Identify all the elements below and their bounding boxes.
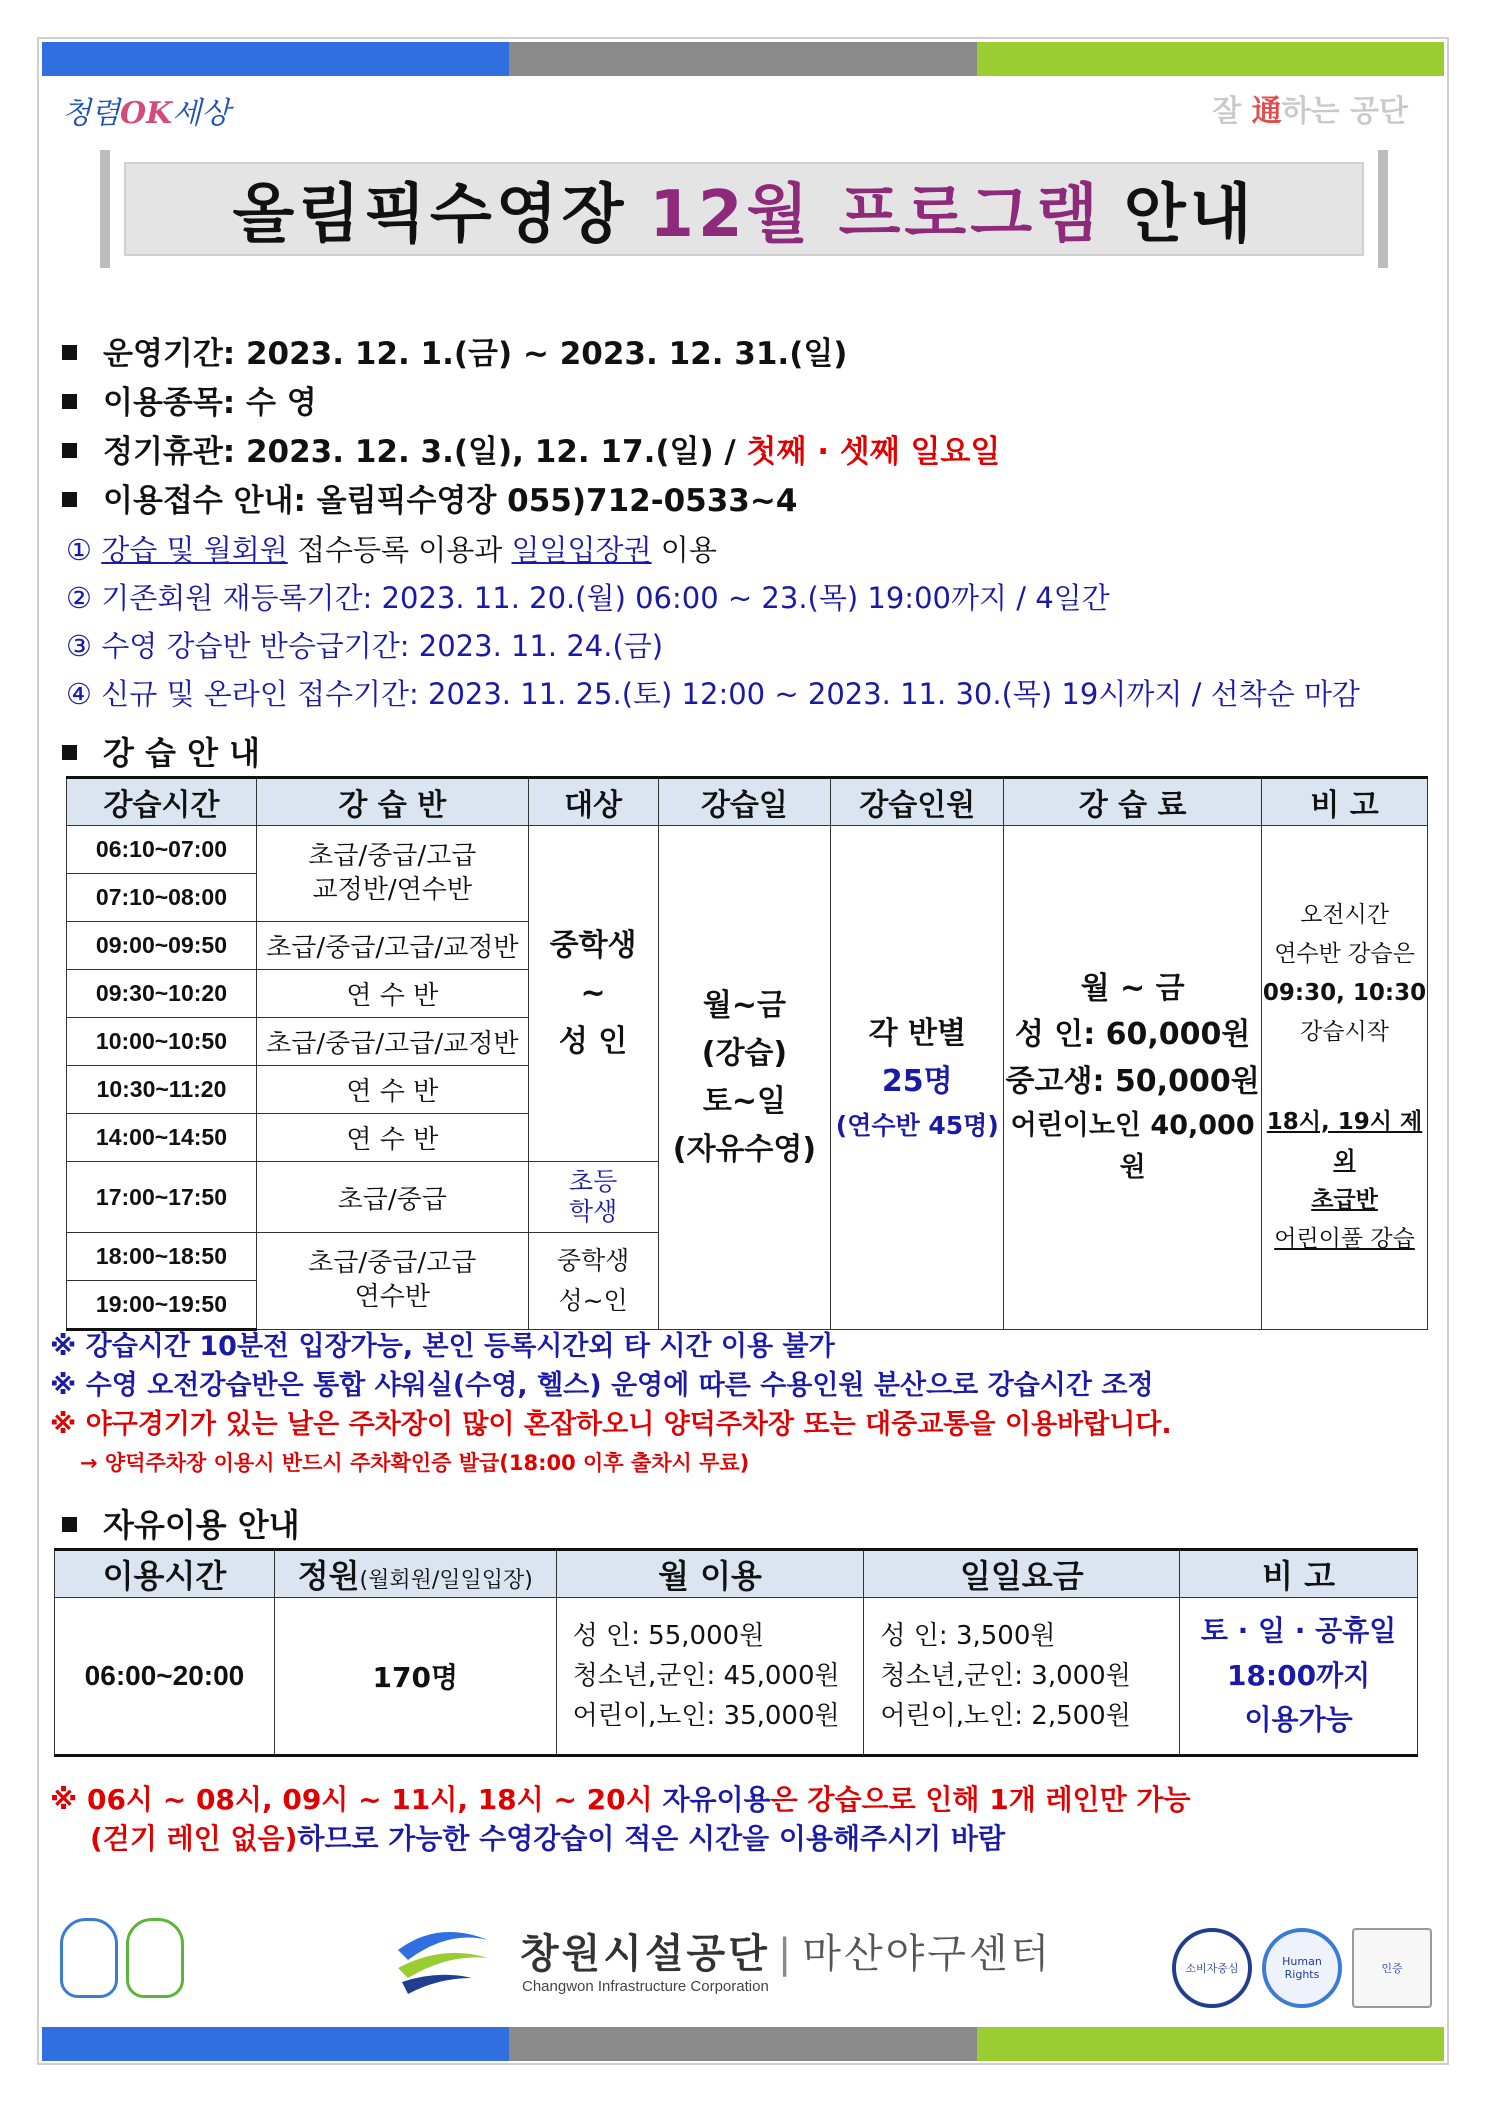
free-section-title: 자유이용 안내 — [62, 1500, 300, 1546]
free-use-table — [54, 1548, 1418, 1757]
info-contact: 이용접수 안내: 올림픽수영장 055)712-0533~4 — [62, 477, 1442, 526]
fee-cell: 월 ~ 금 성 인: 60,000원 중고생: 50,000원 어린이노인 40,000원 — [1004, 826, 1262, 1330]
corporation-logo-icon — [388, 1920, 498, 2004]
target-cell: 중학생 ~ 성 인 — [528, 826, 658, 1162]
col-header: 강습시간 — [67, 778, 257, 826]
page-title: 올림픽수영장 12월 프로그램 안내 — [124, 162, 1364, 256]
time-cell: 17:00~17:50 — [67, 1162, 257, 1233]
time-cell: 09:30~10:20 — [67, 970, 257, 1018]
col-header: 강 습 료 — [1004, 778, 1262, 826]
slogan-logo: 잘 通하는 공단 — [1212, 94, 1408, 129]
integrity-logo: 청렴OK세상 — [62, 96, 231, 131]
consumer-badge-icon: 소비자중심 — [1172, 1928, 1252, 2008]
certification-badge-icon: 인증 — [1352, 1928, 1432, 2008]
col-header: 대상 — [528, 778, 658, 826]
top-color-strip — [42, 42, 1444, 76]
class-cell: 연 수 반 — [256, 1114, 528, 1162]
target-cell: 중학생 성~인 — [528, 1233, 658, 1330]
mascot-icon — [126, 1918, 184, 1998]
mascot-icon — [60, 1918, 118, 1998]
sub-info-3: ③ 수영 강습반 반승급기간: 2023. 11. 24.(금) — [66, 629, 664, 663]
table-row — [67, 826, 1428, 874]
class-cell: 초급/중급 — [256, 1162, 528, 1233]
col-header: 정원(월회원/일일입장) — [274, 1550, 556, 1598]
lesson-table — [66, 776, 1428, 1331]
time-cell: 09:00~09:50 — [67, 922, 257, 970]
target-cell: 초등 학생 — [528, 1162, 658, 1233]
info-list — [62, 330, 1442, 718]
class-cell: 초급/중급/고급/교정반 — [256, 922, 528, 970]
footer — [0, 1918, 1488, 2018]
class-cell: 초급/중급/고급 교정반/연수반 — [256, 826, 528, 922]
time-cell: 06:00~20:00 — [55, 1598, 275, 1756]
class-cell: 초급/중급/고급/교정반 — [256, 1018, 528, 1066]
notice-line: ※ 야구경기가 있는 날은 주차장이 많이 혼잡하오니 양덕주차장 또는 대중교통을 이용바랍니다. — [50, 1409, 1172, 1440]
table-row — [55, 1598, 1418, 1756]
col-header: 월 이용 — [556, 1550, 864, 1598]
info-sport: 이용종목: 수 영 — [62, 379, 1442, 428]
sub-info-1: ① 강습 및 월회원 접수등록 이용과 일일입장권 이용 — [66, 533, 717, 567]
time-cell: 10:00~10:50 — [67, 1018, 257, 1066]
corporation-name: 창원시설공단 | 마산야구센터 — [520, 1931, 1053, 1977]
title-box — [100, 150, 1388, 268]
daily-fee-cell: 성 인: 3,500원 청소년,군인: 3,000원 어린이,노인: 2,500원 — [864, 1598, 1180, 1756]
col-header: 이용시간 — [55, 1550, 275, 1598]
time-cell: 19:00~19:50 — [67, 1281, 257, 1330]
notice-line: ※ 수영 오전강습반은 통합 샤워실(수영, 헬스) 운영에 따른 수용인원 분산으로 강습시간 조정 — [50, 1370, 1154, 1401]
info-period: 운영기간: 2023. 12. 1.(금) ~ 2023. 12. 31.(일) — [62, 330, 1442, 379]
col-header: 강습인원 — [831, 778, 1004, 826]
corporation-english-name: Changwon Infrastructure Corporation — [522, 1978, 769, 1995]
col-header: 강습일 — [658, 778, 831, 826]
time-cell: 07:10~08:00 — [67, 874, 257, 922]
class-cell: 초급/중급/고급 연수반 — [256, 1233, 528, 1330]
monthly-fee-cell: 성 인: 55,000원 청소년,군인: 45,000원 어린이,노인: 35,000원 — [556, 1598, 864, 1756]
notice-line: ※ 강습시간 10분전 입장가능, 본인 등록시간외 타 시간 이용 불가 — [50, 1331, 835, 1362]
time-cell: 14:00~14:50 — [67, 1114, 257, 1162]
class-cell: 연 수 반 — [256, 970, 528, 1018]
col-header: 강 습 반 — [256, 778, 528, 826]
lesson-header-row — [67, 778, 1428, 826]
human-rights-badge-icon: Human Rights — [1262, 1928, 1342, 2008]
col-header: 비 고 — [1180, 1550, 1418, 1598]
col-header: 비 고 — [1262, 778, 1428, 826]
bottom-color-strip — [42, 2027, 1444, 2061]
free-header-row — [55, 1550, 1418, 1598]
capacity-cell: 170명 — [274, 1598, 556, 1756]
lesson-section-title: 강 습 안 내 — [62, 728, 260, 774]
time-cell: 06:10~07:00 — [67, 826, 257, 874]
remark-cell: 토 · 일 · 공휴일 18:00까지 이용가능 — [1180, 1598, 1418, 1756]
class-cell: 연 수 반 — [256, 1066, 528, 1114]
col-header: 일일요금 — [864, 1550, 1180, 1598]
info-closed: 정기휴관: 2023. 12. 3.(일), 12. 17.(일) / 첫째 · 셋째 일요일 — [62, 428, 1442, 477]
free-use-notice: ※ 06시 ~ 08시, 09시 ~ 11시, 18시 ~ 20시 자유이용은 강습으로 인해 1개 레인만 가능 (걷기 레인 없음)하므로 가능한 수영강습이 적은 시간을 이용해주시기 바람 — [50, 1783, 1191, 1855]
remark-cell: 오전시간 연수반 강습은 09:30, 10:30 강습시작 18시, 19시 제외 초급반 어린이풀 강습 — [1262, 826, 1428, 1330]
lesson-notices — [50, 1327, 1450, 1483]
sub-info-4: ④ 신규 및 온라인 접수기간: 2023. 11. 25.(토) 12:00 ~ 2023. 11. 30.(목) 19시까지 / 선착순 마감 — [66, 677, 1360, 711]
sub-info-2: ② 기존회원 재등록기간: 2023. 11. 20.(월) 06:00 ~ 23.(목) 19:00까지 / 4일간 — [66, 581, 1110, 615]
count-cell: 각 반별 25명 (연수반 45명) — [831, 826, 1004, 1330]
time-cell: 10:30~11:20 — [67, 1066, 257, 1114]
notice-line: → 양덕주차장 이용시 반드시 주차확인증 발급(18:00 이후 출차시 무료) — [80, 1451, 750, 1475]
time-cell: 18:00~18:50 — [67, 1233, 257, 1281]
days-cell: 월~금 (강습) 토~일 (자유수영) — [658, 826, 831, 1330]
